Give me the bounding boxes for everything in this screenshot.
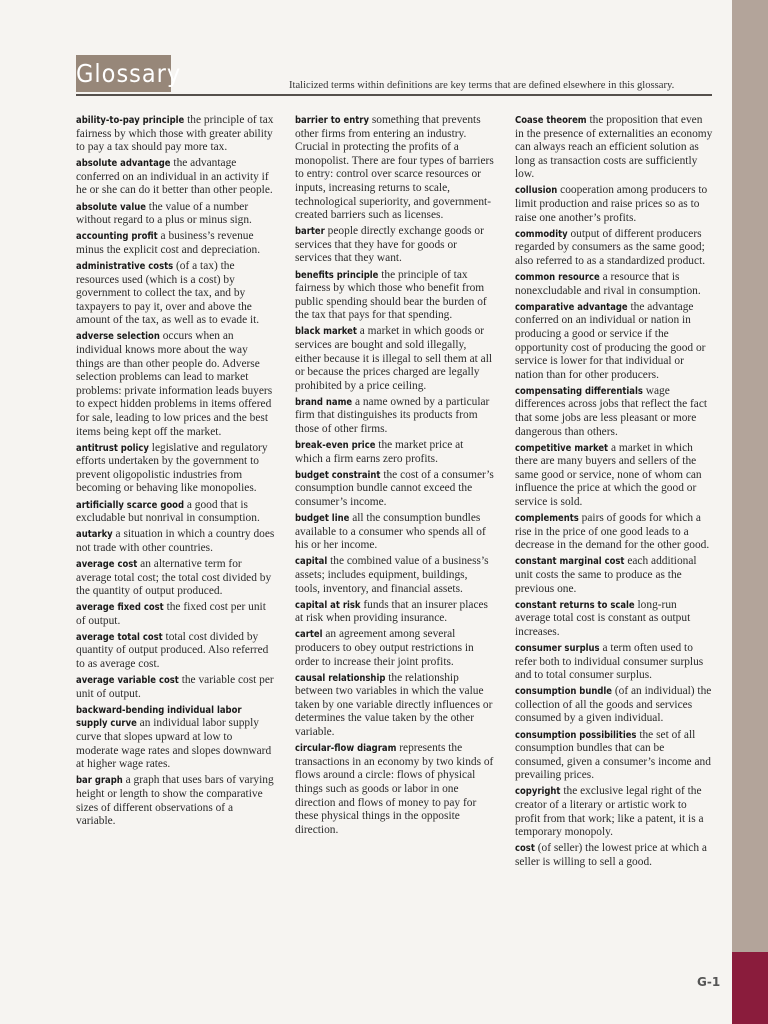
- glossary-definition: the set of all consumption bundles that can be consumed, given a consumer’s income and prevailing prices.: [515, 728, 711, 782]
- glossary-definition: legislative and regulatory efforts undertaken by the government to prevent oligopolistic industries from becoming or behaving like monopolies.: [76, 441, 268, 495]
- glossary-definition: an agreement among several producers to obey output restrictions in order to increase their joint profits.: [295, 628, 474, 668]
- glossary-entry: [295, 114, 494, 223]
- glossary-term: comparative advantage: [515, 301, 628, 313]
- glossary-definition: all the consumption bundles available to a consumer who spends all of his or her income.: [295, 512, 486, 552]
- sidebar-stripe: [732, 0, 768, 1024]
- glossary-term: average variable cost: [76, 675, 179, 687]
- glossary-definition: (of an individual) the collection of all the goods and services consumed by a given individual.: [515, 685, 712, 725]
- page-number: G-1: [697, 975, 721, 989]
- glossary-term: copyright: [515, 786, 561, 798]
- glossary-column-2: [295, 114, 494, 840]
- glossary-entry: [515, 729, 714, 783]
- glossary-definition: total cost divided by quantity of output produced. Also referred to as average cost.: [76, 630, 269, 671]
- glossary-definition: the advantage conferred on an individual or nation in producing a good or service if the opportunity cost of producing the good or service is lower for that individual or nation than for other producers.: [515, 300, 706, 381]
- glossary-definition: (of seller) the lowest price at which a seller is willing to sell a good.: [515, 842, 707, 868]
- glossary-term: barter: [295, 226, 325, 238]
- glossary-entry: [515, 685, 714, 726]
- glossary-entry: [515, 114, 714, 182]
- glossary-entry: [76, 157, 275, 198]
- glossary-term: ability-to-pay principle: [76, 115, 185, 126]
- glossary-definition: something that prevents other firms from entering an industry. Crucial in protecting the profits of a monopolist. There are four types of barriers to entry: control over scarce resources or inputs, increasing returns to scale, technological superiority, and government-created barriers such as licenses.: [295, 114, 494, 222]
- glossary-term: consumer surplus: [515, 642, 600, 654]
- glossary-term: causal relationship: [295, 672, 386, 684]
- glossary-entry: [295, 396, 494, 437]
- glossary-entry: [295, 672, 494, 740]
- glossary-entry: [76, 260, 275, 328]
- glossary-term: constant marginal cost: [515, 556, 625, 568]
- glossary-term: Coase theorem: [515, 115, 587, 126]
- glossary-column-1: [76, 114, 275, 831]
- glossary-definition: a name owned by a particular firm that distinguishes its products from those of other firms.: [295, 395, 490, 436]
- glossary-entry: [515, 785, 714, 839]
- glossary-term: average total cost: [76, 631, 163, 643]
- glossary-definition: output of different producers regarded by consumers as the same good; also referred to as a standardized product.: [515, 227, 706, 267]
- glossary-definition: pairs of goods for which a rise in the price of one good leads to a decrease in the demand for the other good.: [515, 512, 710, 552]
- glossary-term: consumption bundle: [515, 686, 613, 698]
- glossary-term: compensating differentials: [515, 385, 643, 397]
- glossary-term: budget constraint: [295, 469, 381, 481]
- glossary-definition: long-run average total cost is constant as output increases.: [515, 598, 691, 638]
- glossary-term: autarky: [76, 529, 113, 541]
- glossary-definition: an alternative term for average total cost; the total cost divided by the quantity of output produced.: [76, 557, 272, 598]
- glossary-definition: the proposition that even in the presence of externalities an economy can always reach an efficient solution as long as transaction costs are sufficiently low.: [515, 114, 713, 181]
- glossary-definition: a situation in which a country does not trade with other countries.: [76, 528, 275, 554]
- header-note: Italicized terms within definitions are key terms that are defined elsewhere in this glossary.: [289, 80, 675, 91]
- glossary-entry: [76, 774, 275, 828]
- glossary-definition: the advantage conferred on an individual in an activity if he or she can do it better than other people.: [76, 157, 273, 197]
- glossary-term: budget line: [295, 513, 350, 525]
- glossary-entry: [295, 599, 494, 626]
- glossary-entry: [295, 225, 494, 266]
- glossary-definition: each additional unit costs the same to produce as the previous one.: [515, 555, 697, 595]
- glossary-term: artificially scarce good: [76, 499, 185, 511]
- glossary-term: average fixed cost: [76, 602, 164, 614]
- glossary-term: cartel: [295, 629, 323, 641]
- glossary-entry: [76, 528, 275, 555]
- glossary-entry: [295, 628, 494, 669]
- glossary-entry: [76, 201, 275, 228]
- glossary-term: constant returns to scale: [515, 599, 635, 611]
- glossary-definition: the fixed cost per unit of output.: [76, 601, 266, 627]
- glossary-term: administrative costs: [76, 260, 174, 272]
- glossary-entry: [295, 742, 494, 837]
- header-rule: [76, 94, 712, 96]
- glossary-definition: a business’s revenue minus the explicit cost and depreciation.: [76, 230, 261, 256]
- glossary-term: cost: [515, 843, 535, 855]
- glossary-term: backward-bending individual labor supply curve: [76, 704, 242, 730]
- glossary-definition: a graph that uses bars of varying height or length to show the comparative sizes of different observations of a variable.: [76, 774, 274, 828]
- glossary-entry: [295, 469, 494, 510]
- glossary-definition: represents the transactions in an economy by two kinds of flows around a circle: flows of physical things such as goods or labor in one direction and flows of money to pay for these physical things in the opposite direction.: [295, 742, 494, 836]
- glossary-entry: [76, 631, 275, 672]
- glossary-entry: [76, 499, 275, 526]
- sidebar-tab: [732, 952, 768, 1024]
- glossary-term: bar graph: [76, 775, 123, 787]
- glossary-entry: [515, 842, 714, 869]
- glossary-entry: [76, 558, 275, 599]
- glossary-entry: [76, 601, 275, 628]
- glossary-definition: the exclusive legal right of the creator of a literary or artistic work to profit from that work; like a patent, it is a temporary monopoly.: [515, 785, 704, 839]
- glossary-definition: a resource that is nonexcludable and rival in consumption.: [515, 271, 701, 297]
- glossary-definition: the value of a number without regard to a plus or minus sign.: [76, 200, 252, 227]
- glossary-entry: [515, 642, 714, 683]
- glossary-term: brand name: [295, 396, 353, 408]
- glossary-term: break-even price: [295, 440, 376, 452]
- glossary-term: commodity: [515, 228, 568, 240]
- glossary-term: average cost: [76, 558, 138, 570]
- glossary-entry: [515, 442, 714, 510]
- glossary-entry: [76, 704, 275, 772]
- glossary-definition: the principle of tax fairness by which those with greater ability to pay a tax should pay more tax.: [76, 114, 274, 154]
- glossary-definition: people directly exchange goods or services that they have for goods or services that they want.: [295, 225, 484, 265]
- glossary-definition: the variable cost per unit of output.: [76, 674, 274, 700]
- glossary-entry: [295, 512, 494, 553]
- glossary-entry: [295, 555, 494, 596]
- glossary-entry: [76, 230, 275, 257]
- glossary-entry: [515, 271, 714, 298]
- glossary-definition: the combined value of a business’s assets; includes equipment, buildings, tools, inventory, and financial assets.: [295, 555, 489, 595]
- glossary-definition: funds that an insurer places at risk when providing insurance.: [295, 598, 488, 625]
- glossary-term: absolute advantage: [76, 158, 171, 170]
- glossary-definition: the market price at which a firm earns zero profits.: [295, 439, 464, 465]
- glossary-definition: wage differences across jobs that reflect the fact that some jobs are less pleasant or more dangerous than others.: [515, 384, 708, 438]
- glossary-term: adverse selection: [76, 331, 160, 343]
- glossary-entry: [515, 555, 714, 596]
- glossary-entry: [515, 385, 714, 439]
- glossary-entry: [515, 228, 714, 269]
- glossary-definition: a term often used to refer both to individual consumer surplus and to total consumer surplus.: [515, 641, 704, 682]
- glossary-entry: [76, 674, 275, 701]
- glossary-term: benefits principle: [295, 269, 379, 281]
- glossary-entry: [295, 269, 494, 323]
- glossary-entry: [295, 325, 494, 393]
- glossary-entry: [76, 330, 275, 439]
- glossary-term: circular-flow diagram: [295, 743, 397, 755]
- glossary-entry: [515, 599, 714, 640]
- glossary-term: antitrust policy: [76, 442, 149, 454]
- glossary-definition: (of a tax) the resources used (which is a cost) by government to collect the tax, and by taxpayers to pay it, over and above the amount of the tax, as well as to evade it.: [76, 259, 260, 327]
- glossary-term: consumption possibilities: [515, 729, 637, 741]
- page-title: Glossary: [76, 55, 171, 92]
- glossary-entry: [76, 442, 275, 496]
- glossary-definition: cooperation among producers to limit production and raise prices so as to raise one another’s profits.: [515, 184, 708, 224]
- glossary-term: black market: [295, 326, 357, 338]
- glossary-term: capital: [295, 556, 328, 568]
- glossary-definition: the relationship between two variables in which the value taken by one variable directly influences or determines the value taken by the other variable.: [295, 671, 493, 739]
- glossary-entry: [515, 512, 714, 553]
- glossary-term: barrier to entry: [295, 115, 369, 126]
- glossary-entry: [515, 184, 714, 225]
- glossary-term: complements: [515, 513, 579, 525]
- glossary-term: collusion: [515, 185, 558, 197]
- glossary-definition: the principle of tax fairness by which those who benefit from public spending should bear the burden of the tax that pays for that spending.: [295, 268, 487, 322]
- glossary-definition: the cost of a consumer’s consumption bundle cannot exceed the consumer’s income.: [295, 468, 494, 509]
- glossary-entry: [76, 114, 275, 155]
- glossary-entry: [295, 439, 494, 466]
- glossary-term: competitive market: [515, 442, 609, 454]
- glossary-definition: a market in which goods or services are bought and sold illegally, either because it is illegal to sell them at all or because the prices charged are legally prohibited by a price ceiling.: [295, 325, 493, 392]
- glossary-entry: [515, 301, 714, 383]
- glossary-definition: occurs when an individual knows more about the way things are than other people do. Adverse selection problems can lead to market problems: private information leads buyers to expect hidden problems in items offered for sale, leading to low prices and the best items being kept off the market.: [76, 330, 273, 438]
- glossary-term: capital at risk: [295, 599, 361, 611]
- glossary-term: accounting profit: [76, 231, 158, 243]
- glossary-column-3: [515, 114, 714, 872]
- glossary-definition: a good that is excludable but nonrival in consumption.: [76, 498, 260, 525]
- glossary-term: absolute value: [76, 201, 146, 213]
- glossary-term: common resource: [515, 272, 600, 284]
- glossary-definition: a market in which there are many buyers and sellers of the same good or service, none of whom can influence the price at which the good or service is sold.: [515, 441, 702, 509]
- glossary-definition: an individual labor supply curve that slopes upward at low to moderate wage rates and slopes downward at higher wage rates.: [76, 717, 272, 771]
